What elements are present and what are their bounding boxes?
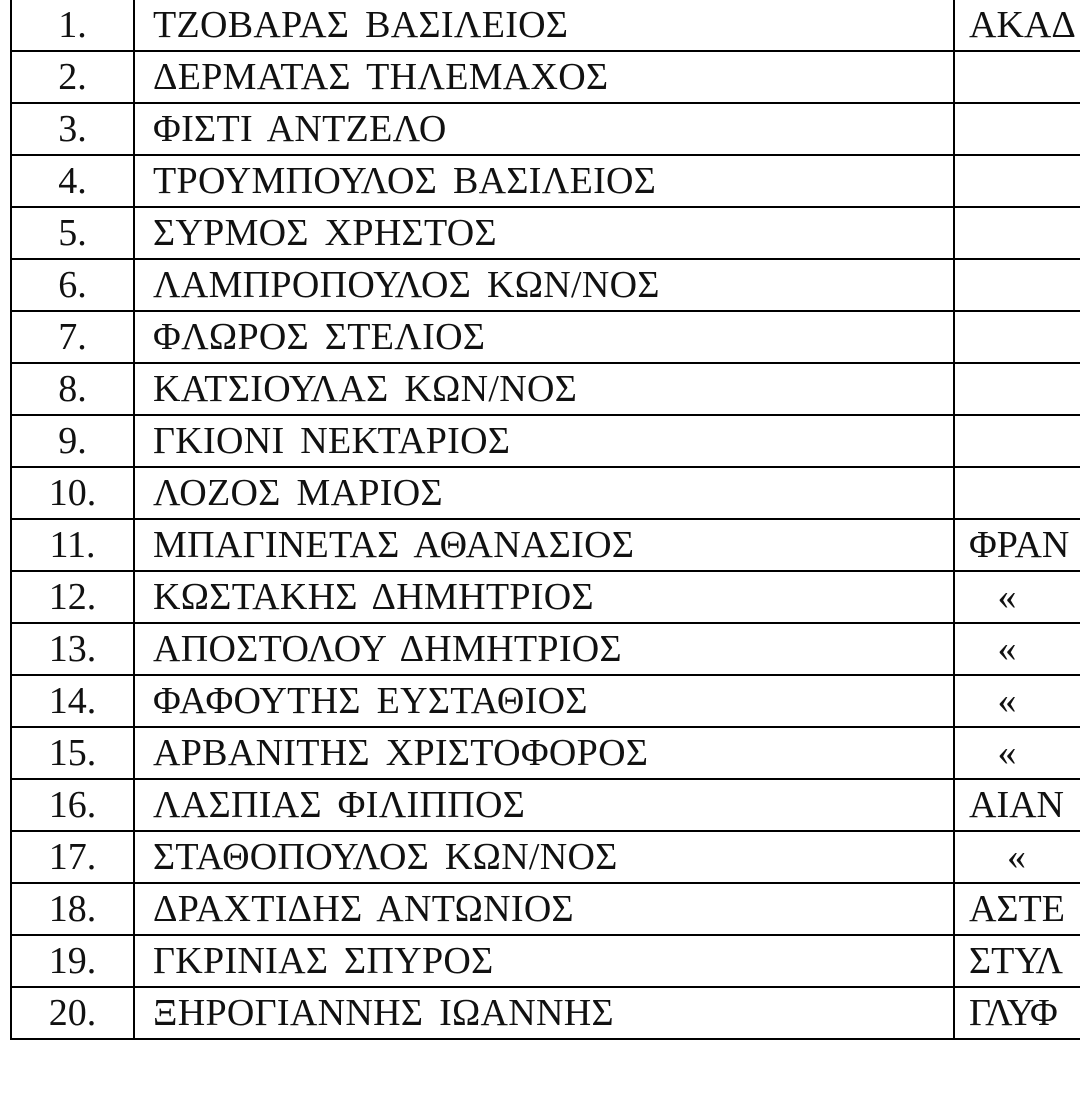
row-number: 10. [11, 467, 134, 519]
player-name: ΦΑΦΟΥΤΗΣ ΕΥΣΤΑΘΙΟΣ [134, 675, 954, 727]
table-row [11, 311, 1080, 363]
table-row [11, 51, 1080, 103]
club-name [954, 103, 1080, 155]
table-row [11, 363, 1080, 415]
player-name: ΛΑΜΠΡΟΠΟΥΛΟΣ ΚΩΝ/ΝΟΣ [134, 259, 954, 311]
player-name: ΚΩΣΤΑΚΗΣ ΔΗΜΗΤΡΙΟΣ [134, 571, 954, 623]
club-name: ΑΙΑΝ [954, 779, 1080, 831]
player-name: ΣΥΡΜΟΣ ΧΡΗΣΤΟΣ [134, 207, 954, 259]
player-name: ΔΕΡΜΑΤΑΣ ΤΗΛΕΜΑΧΟΣ [134, 51, 954, 103]
player-name: ΑΡΒΑΝΙΤΗΣ ΧΡΙΣΤΟΦΟΡΟΣ [134, 727, 954, 779]
row-number: 2. [11, 51, 134, 103]
player-name: ΛΑΣΠΙΑΣ ΦΙΛΙΠΠΟΣ [134, 779, 954, 831]
table-row [11, 987, 1080, 1039]
table-row [11, 519, 1080, 571]
player-name: ΛΟΖΟΣ ΜΑΡΙΟΣ [134, 467, 954, 519]
table-row [11, 415, 1080, 467]
club-name [954, 363, 1080, 415]
club-name: ΦΡΑΝ [954, 519, 1080, 571]
club-name [954, 155, 1080, 207]
club-name [954, 51, 1080, 103]
table-row [11, 779, 1080, 831]
row-number: 16. [11, 779, 134, 831]
table-row [11, 571, 1080, 623]
club-name [954, 207, 1080, 259]
table-row [11, 935, 1080, 987]
player-name: ΤΖΟΒΑΡΑΣ ΒΑΣΙΛΕΙΟΣ [134, 0, 954, 51]
player-name: ΦΙΣΤΙ ΑΝΤΖΕΛΟ [134, 103, 954, 155]
club-name [954, 311, 1080, 363]
table-row [11, 467, 1080, 519]
row-number: 5. [11, 207, 134, 259]
row-number: 14. [11, 675, 134, 727]
player-name: ΚΑΤΣΙΟΥΛΑΣ ΚΩΝ/ΝΟΣ [134, 363, 954, 415]
roster-table [10, 0, 1080, 1040]
table-row [11, 259, 1080, 311]
club-name: ΓΛΥΦ [954, 987, 1080, 1039]
player-name: ΓΚΡΙΝΙΑΣ ΣΠΥΡΟΣ [134, 935, 954, 987]
player-name: ΣΤΑΘΟΠΟΥΛΟΣ ΚΩΝ/ΝΟΣ [134, 831, 954, 883]
club-name: « [954, 675, 1080, 727]
club-name: ΣΤΥΛ [954, 935, 1080, 987]
row-number: 17. [11, 831, 134, 883]
row-number: 9. [11, 415, 134, 467]
player-name: ΜΠΑΓΙΝΕΤΑΣ ΑΘΑΝΑΣΙΟΣ [134, 519, 954, 571]
row-number: 11. [11, 519, 134, 571]
club-name: « [954, 831, 1080, 883]
row-number: 19. [11, 935, 134, 987]
row-number: 13. [11, 623, 134, 675]
player-name: ΔΡΑΧΤΙΔΗΣ ΑΝΤΩΝΙΟΣ [134, 883, 954, 935]
player-name: ΓΚΙΟΝΙ ΝΕΚΤΑΡΙΟΣ [134, 415, 954, 467]
club-name [954, 259, 1080, 311]
table-row [11, 155, 1080, 207]
club-name [954, 415, 1080, 467]
table-row [11, 883, 1080, 935]
player-name: ΦΛΩΡΟΣ ΣΤΕΛΙΟΣ [134, 311, 954, 363]
table-row [11, 675, 1080, 727]
club-name: « [954, 623, 1080, 675]
table-row [11, 727, 1080, 779]
player-name: ΞΗΡΟΓΙΑΝΝΗΣ ΙΩΑΝΝΗΣ [134, 987, 954, 1039]
row-number: 18. [11, 883, 134, 935]
player-name: ΤΡΟΥΜΠΟΥΛΟΣ ΒΑΣΙΛΕΙΟΣ [134, 155, 954, 207]
table-row [11, 103, 1080, 155]
row-number: 7. [11, 311, 134, 363]
club-name: ΑΚΑΔ [954, 0, 1080, 51]
club-name: « [954, 727, 1080, 779]
club-name [954, 467, 1080, 519]
table-row [11, 0, 1080, 51]
table-row [11, 207, 1080, 259]
club-name: ΑΣΤΕ [954, 883, 1080, 935]
player-name: ΑΠΟΣΤΟΛΟΥ ΔΗΜΗΤΡΙΟΣ [134, 623, 954, 675]
table-row [11, 623, 1080, 675]
row-number: 15. [11, 727, 134, 779]
row-number: 4. [11, 155, 134, 207]
row-number: 3. [11, 103, 134, 155]
row-number: 8. [11, 363, 134, 415]
club-name: « [954, 571, 1080, 623]
roster-body [11, 0, 1080, 1039]
row-number: 6. [11, 259, 134, 311]
table-row [11, 831, 1080, 883]
row-number: 12. [11, 571, 134, 623]
row-number: 1. [11, 0, 134, 51]
row-number: 20. [11, 987, 134, 1039]
